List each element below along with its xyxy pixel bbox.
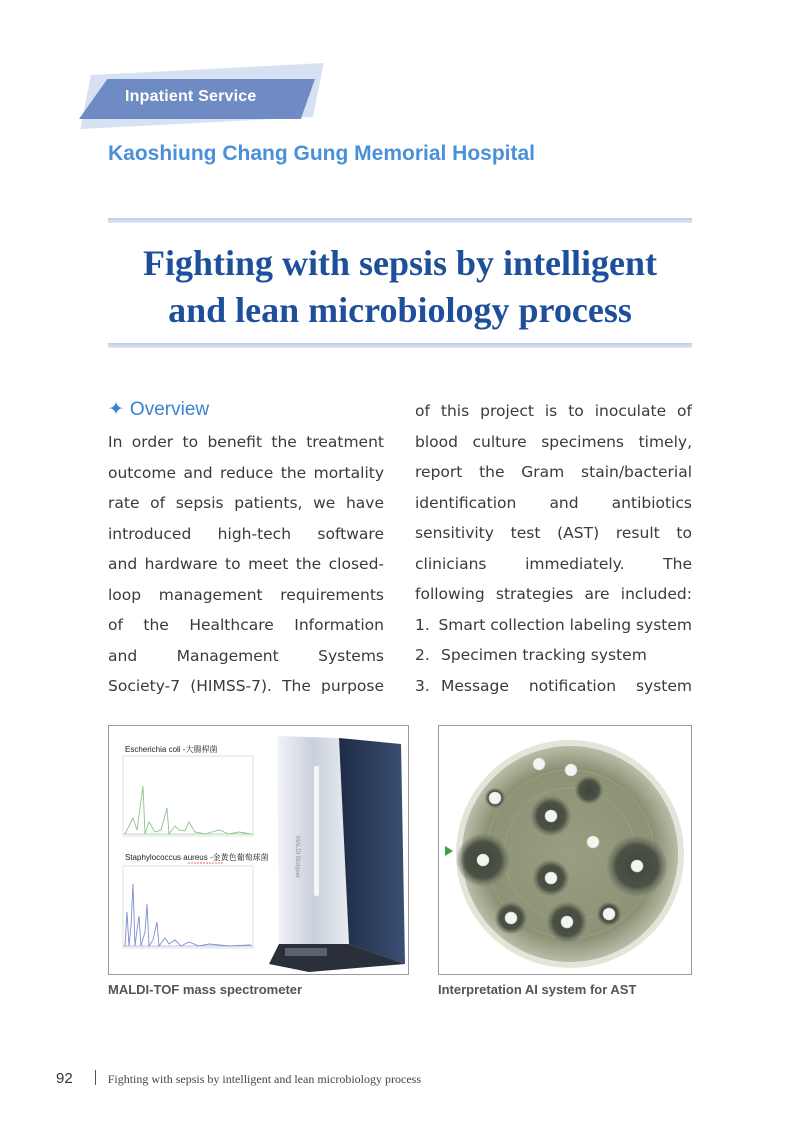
- overview-heading-text: Overview: [129, 399, 210, 420]
- section-tag: [75, 67, 320, 127]
- strategy-text: Specimen tracking system: [441, 646, 647, 664]
- body-column-right: [415, 396, 692, 701]
- mass-spectrometer-image: [269, 736, 405, 972]
- body-line: blood culture specimens timely,: [415, 432, 692, 451]
- strategy-item: [415, 671, 692, 702]
- body-line: introduced high-tech software: [108, 524, 384, 543]
- body-line: rate of sepsis patients, we have: [108, 494, 384, 512]
- marker-triangle-icon: [445, 846, 453, 856]
- section-tag-label: Inpatient Service: [125, 88, 257, 105]
- hospital-name: Kaoshiung Chang Gung Memorial Hospital: [108, 142, 536, 165]
- spectrum-label-bottom: Staphylococcus aureus -金黃色葡萄球菌: [125, 853, 269, 862]
- body-line: loop management requirements: [108, 585, 384, 604]
- strategy-text: Message notification system: [441, 676, 692, 695]
- strategy-number: 1.: [415, 615, 430, 634]
- strategy-number: 2.: [415, 646, 430, 664]
- spectrum-label-top: Escherichia coli -大腸桿菌: [125, 745, 218, 754]
- body-line: clinicians immediately. The: [415, 554, 692, 573]
- title-rule-bottom: [108, 343, 692, 348]
- body-line: Society-7 (HIMSS-7). The purpose: [108, 677, 384, 695]
- strategy-number: 3.: [415, 676, 430, 695]
- ast-plate-figure: [438, 725, 692, 975]
- body-column-left: [108, 427, 384, 702]
- spectrum-plot-top: [123, 756, 253, 836]
- article-title-line-2: and lean microbiology process: [168, 290, 632, 330]
- body-line: sensitivity test (AST) result to: [415, 524, 692, 542]
- overview-heading: [108, 398, 209, 421]
- strategy-item: [415, 640, 692, 671]
- maldi-tof-illustration: [109, 726, 409, 975]
- svg-text:MALDI Biotyper: MALDI Biotyper: [294, 836, 300, 879]
- figure-caption-right: Interpretation AI system for AST: [438, 982, 637, 997]
- body-line: outcome and reduce the mortality: [108, 463, 384, 482]
- sparkle-icon: ✦: [108, 399, 124, 420]
- title-rule-top: [108, 218, 692, 223]
- strategy-text: Smart collection labeling system: [438, 615, 692, 634]
- body-line: identification and antibiotics: [415, 493, 692, 512]
- body-line: of this project is to inoculate of: [415, 402, 692, 420]
- maldi-tof-figure: [108, 725, 409, 975]
- page-footer: [56, 1068, 421, 1087]
- article-title: [108, 240, 692, 334]
- body-line: of the Healthcare Information: [108, 616, 384, 634]
- body-line: report the Gram stain/bacterial: [415, 463, 692, 481]
- ast-plate-illustration: [439, 726, 692, 975]
- running-title: Fighting with sepsis by intelligent and lean microbiology process: [107, 1072, 421, 1086]
- strategy-item: [415, 610, 692, 641]
- body-line: In order to benefit the treatment: [108, 433, 384, 451]
- body-line: following strategies are included:: [415, 585, 692, 603]
- footer-divider: [95, 1070, 96, 1085]
- body-line: and hardware to meet the closed-: [108, 555, 384, 573]
- article-title-line-1: Fighting with sepsis by intelligent: [142, 243, 658, 283]
- page-number: 92: [56, 1070, 73, 1087]
- spectrum-plot-bottom: [123, 866, 253, 948]
- figure-caption-left: MALDI-TOF mass spectrometer: [108, 982, 303, 997]
- body-line: and Management Systems: [108, 646, 384, 665]
